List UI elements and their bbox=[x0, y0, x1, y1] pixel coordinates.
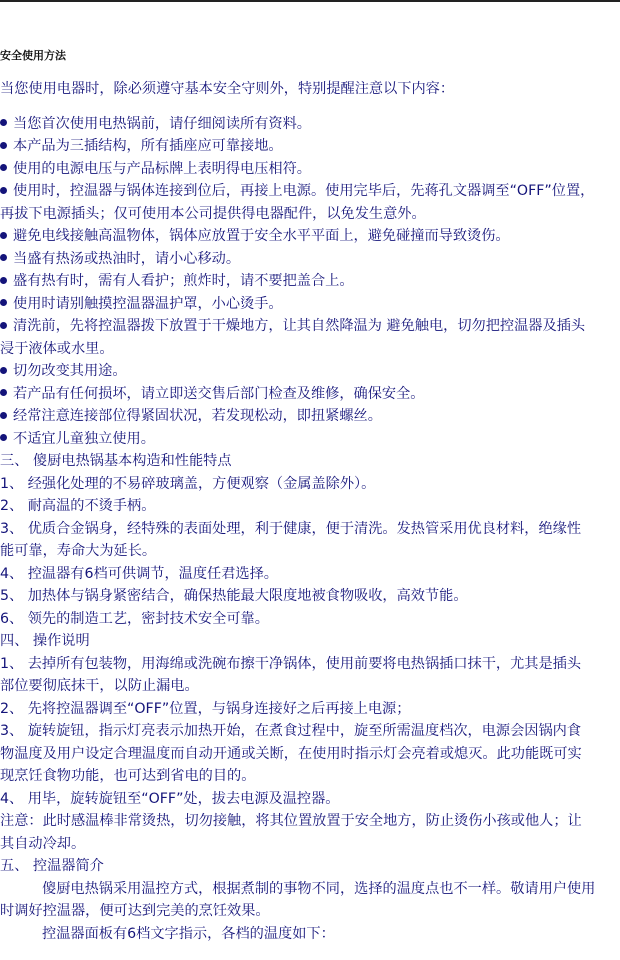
line-text: 使用的电源电压与产品标牌上表明得电压相符。 bbox=[13, 160, 311, 177]
line-text: 6、 领先的制造工艺，密封技术安全可靠。 bbox=[0, 610, 269, 627]
bullet-item bbox=[0, 248, 620, 271]
line-text: 时调好控温器，便可达到完美的烹饪效果。 bbox=[0, 903, 270, 919]
bullet-icon bbox=[0, 389, 7, 396]
bullet-item bbox=[0, 360, 620, 383]
line-text: 2、 耐高温的不烫手柄。 bbox=[0, 498, 156, 514]
line-text: 不适宜儿童独立使用。 bbox=[13, 430, 155, 447]
text-line bbox=[0, 900, 620, 923]
bullet-item bbox=[0, 293, 620, 316]
text-line bbox=[0, 878, 620, 901]
line-text: 当您使用电器时，除必须遵守基本安全守则外，特别提醒注意以下内容： bbox=[0, 81, 455, 97]
text-line bbox=[0, 585, 620, 608]
text-line bbox=[0, 630, 620, 653]
text-line bbox=[0, 563, 620, 586]
text-line bbox=[0, 78, 620, 101]
line-text: 1、 经强化处理的不易碎玻璃盖，方便观察（金属盖除外）。 bbox=[0, 475, 376, 492]
line-text: 3、 优质合金锅身，经特殊的表面处理，利于健康，便于清洗。发热管采用优良材料，绝缘性 bbox=[0, 520, 582, 537]
text-line bbox=[0, 473, 620, 496]
line-text: 浸于液体或水里。 bbox=[0, 340, 114, 357]
text-line bbox=[0, 720, 620, 743]
text-line bbox=[0, 540, 620, 563]
text-line bbox=[0, 698, 620, 721]
text-line bbox=[0, 833, 620, 856]
line-text: 部位要彻底抹干，以防止漏电。 bbox=[0, 678, 199, 694]
line-text: 傻厨电热锅采用温控方式，根据煮制的事物不同，选择的温度点也不一样。敬请用户使用 bbox=[42, 880, 596, 897]
bullet-icon bbox=[0, 254, 7, 261]
bullet-item bbox=[0, 428, 620, 451]
line-text: 本产品为三插结构，所有插座应可靠接地。 bbox=[13, 138, 283, 154]
line-text: 其自动冷却。 bbox=[0, 835, 86, 852]
bullet-item bbox=[0, 315, 620, 338]
bullet-icon bbox=[0, 232, 7, 239]
bullet-icon bbox=[0, 322, 7, 329]
bullet-icon bbox=[0, 412, 7, 419]
text-line bbox=[0, 338, 620, 361]
line-text: 盛有热有时，需有人看护；煎炸时，请不要把盖合上。 bbox=[13, 273, 354, 289]
line-text: 当您首次使用电热锅前，请仔细阅读所有资料。 bbox=[13, 115, 311, 132]
bullet-icon bbox=[0, 434, 7, 441]
line-text: 五、 控温器简介 bbox=[0, 858, 104, 874]
bullet-icon bbox=[0, 119, 7, 126]
line-text: 控温器面板有6档文字指示，各档的温度如下： bbox=[42, 925, 335, 942]
text-line bbox=[0, 518, 620, 541]
bullet-item bbox=[0, 270, 620, 293]
bullet-icon bbox=[0, 187, 7, 194]
text-line bbox=[0, 765, 620, 788]
line-text: 2、 先将控温器调至“OFF”位置，与锅身连接好之后再接上电源； bbox=[0, 700, 411, 717]
bullet-item bbox=[0, 180, 620, 203]
text-line bbox=[0, 653, 620, 676]
line-text: 3、 旋转旋钮，指示灯亮表示加热开始，在煮食过程中，旋至所需温度档次，电源会因锅内食 bbox=[0, 723, 582, 739]
text-line bbox=[0, 608, 620, 631]
line-text: 能可靠，寿命大为延长。 bbox=[0, 543, 157, 559]
line-text: 使用时请别触摸控温器温护罩，小心烫手。 bbox=[13, 295, 283, 312]
text-line bbox=[0, 855, 620, 878]
line-text: 若产品有任何损坏，请立即送交售后部门检查及维修，确保安全。 bbox=[13, 385, 425, 402]
bullet-icon bbox=[0, 299, 7, 306]
line-text: 三、 傻厨电热锅基本构造和性能特点 bbox=[0, 453, 232, 469]
bullet-item bbox=[0, 158, 620, 181]
bullet-item bbox=[0, 135, 620, 158]
bullet-icon bbox=[0, 277, 7, 284]
text-line bbox=[0, 450, 620, 473]
bullet-item bbox=[0, 113, 620, 136]
line-text: 4、 用毕，旋转旋钮至“OFF”处，拔去电源及温控器。 bbox=[0, 790, 340, 807]
top-rule bbox=[0, 0, 620, 2]
line-text: 避免电线接触高温物体，锅体应放置于安全水平平面上，避免碰撞而导致烫伤。 bbox=[13, 228, 510, 244]
line-text: 1、 去掉所有包装物，用海绵或洗碗布擦干净锅体，使用前要将电热锅插口抹干，尤其是插头 bbox=[0, 655, 582, 672]
line-text: 再拔下电源插头；仅可使用本公司提供得电器配件，以免发生意外。 bbox=[0, 205, 426, 222]
document-body bbox=[0, 78, 620, 945]
line-text: 现烹饪食物功能，也可达到省电的目的。 bbox=[0, 768, 256, 784]
text-line bbox=[0, 675, 620, 698]
bullet-icon bbox=[0, 164, 7, 171]
line-text: 经常注意连接部位得紧固状况，若发现松动，即扭紧螺丝。 bbox=[13, 408, 382, 424]
line-text: 当盛有热汤或热油时，请小心移动。 bbox=[13, 250, 241, 267]
line-text: 物温度及用户设定合理温度而自动开通或关断，在使用时指示灯会亮着或熄灭。此功能既可实 bbox=[0, 745, 582, 762]
bullet-item bbox=[0, 405, 620, 428]
text-line bbox=[0, 923, 620, 946]
line-text: 注意：此时感温棒非常烫热，切勿接触，将其位置放置于安全地方，防止烫伤小孩或他人；让 bbox=[0, 813, 582, 829]
text-line bbox=[0, 788, 620, 811]
text-line bbox=[0, 743, 620, 766]
line-text: 5、 加热体与锅身紧密结合，确保热能最大限度地被食物吸收，高效节能。 bbox=[0, 588, 468, 604]
line-text: 清洗前，先将控温器拨下放置于干燥地方，让其自然降温为 避免触电，切勿把控温器及插头 bbox=[13, 318, 586, 334]
bullet-item bbox=[0, 383, 620, 406]
text-line bbox=[0, 203, 620, 226]
line-text: 使用时，控温器与锅体连接到位后，再接上电源。使用完毕后，先蒋孔文器调至“OFF”位置， bbox=[13, 183, 595, 199]
bullet-icon bbox=[0, 142, 7, 149]
bullet-item bbox=[0, 225, 620, 248]
line-text: 切勿改变其用途。 bbox=[13, 363, 127, 379]
section-title: 安全使用方法 bbox=[0, 49, 66, 62]
line-text: 四、 操作说明 bbox=[0, 633, 90, 649]
line-text: 4、 控温器有6档可供调节，温度任君选择。 bbox=[0, 565, 278, 582]
text-line bbox=[0, 495, 620, 518]
bullet-icon bbox=[0, 367, 7, 374]
text-line bbox=[0, 810, 620, 833]
